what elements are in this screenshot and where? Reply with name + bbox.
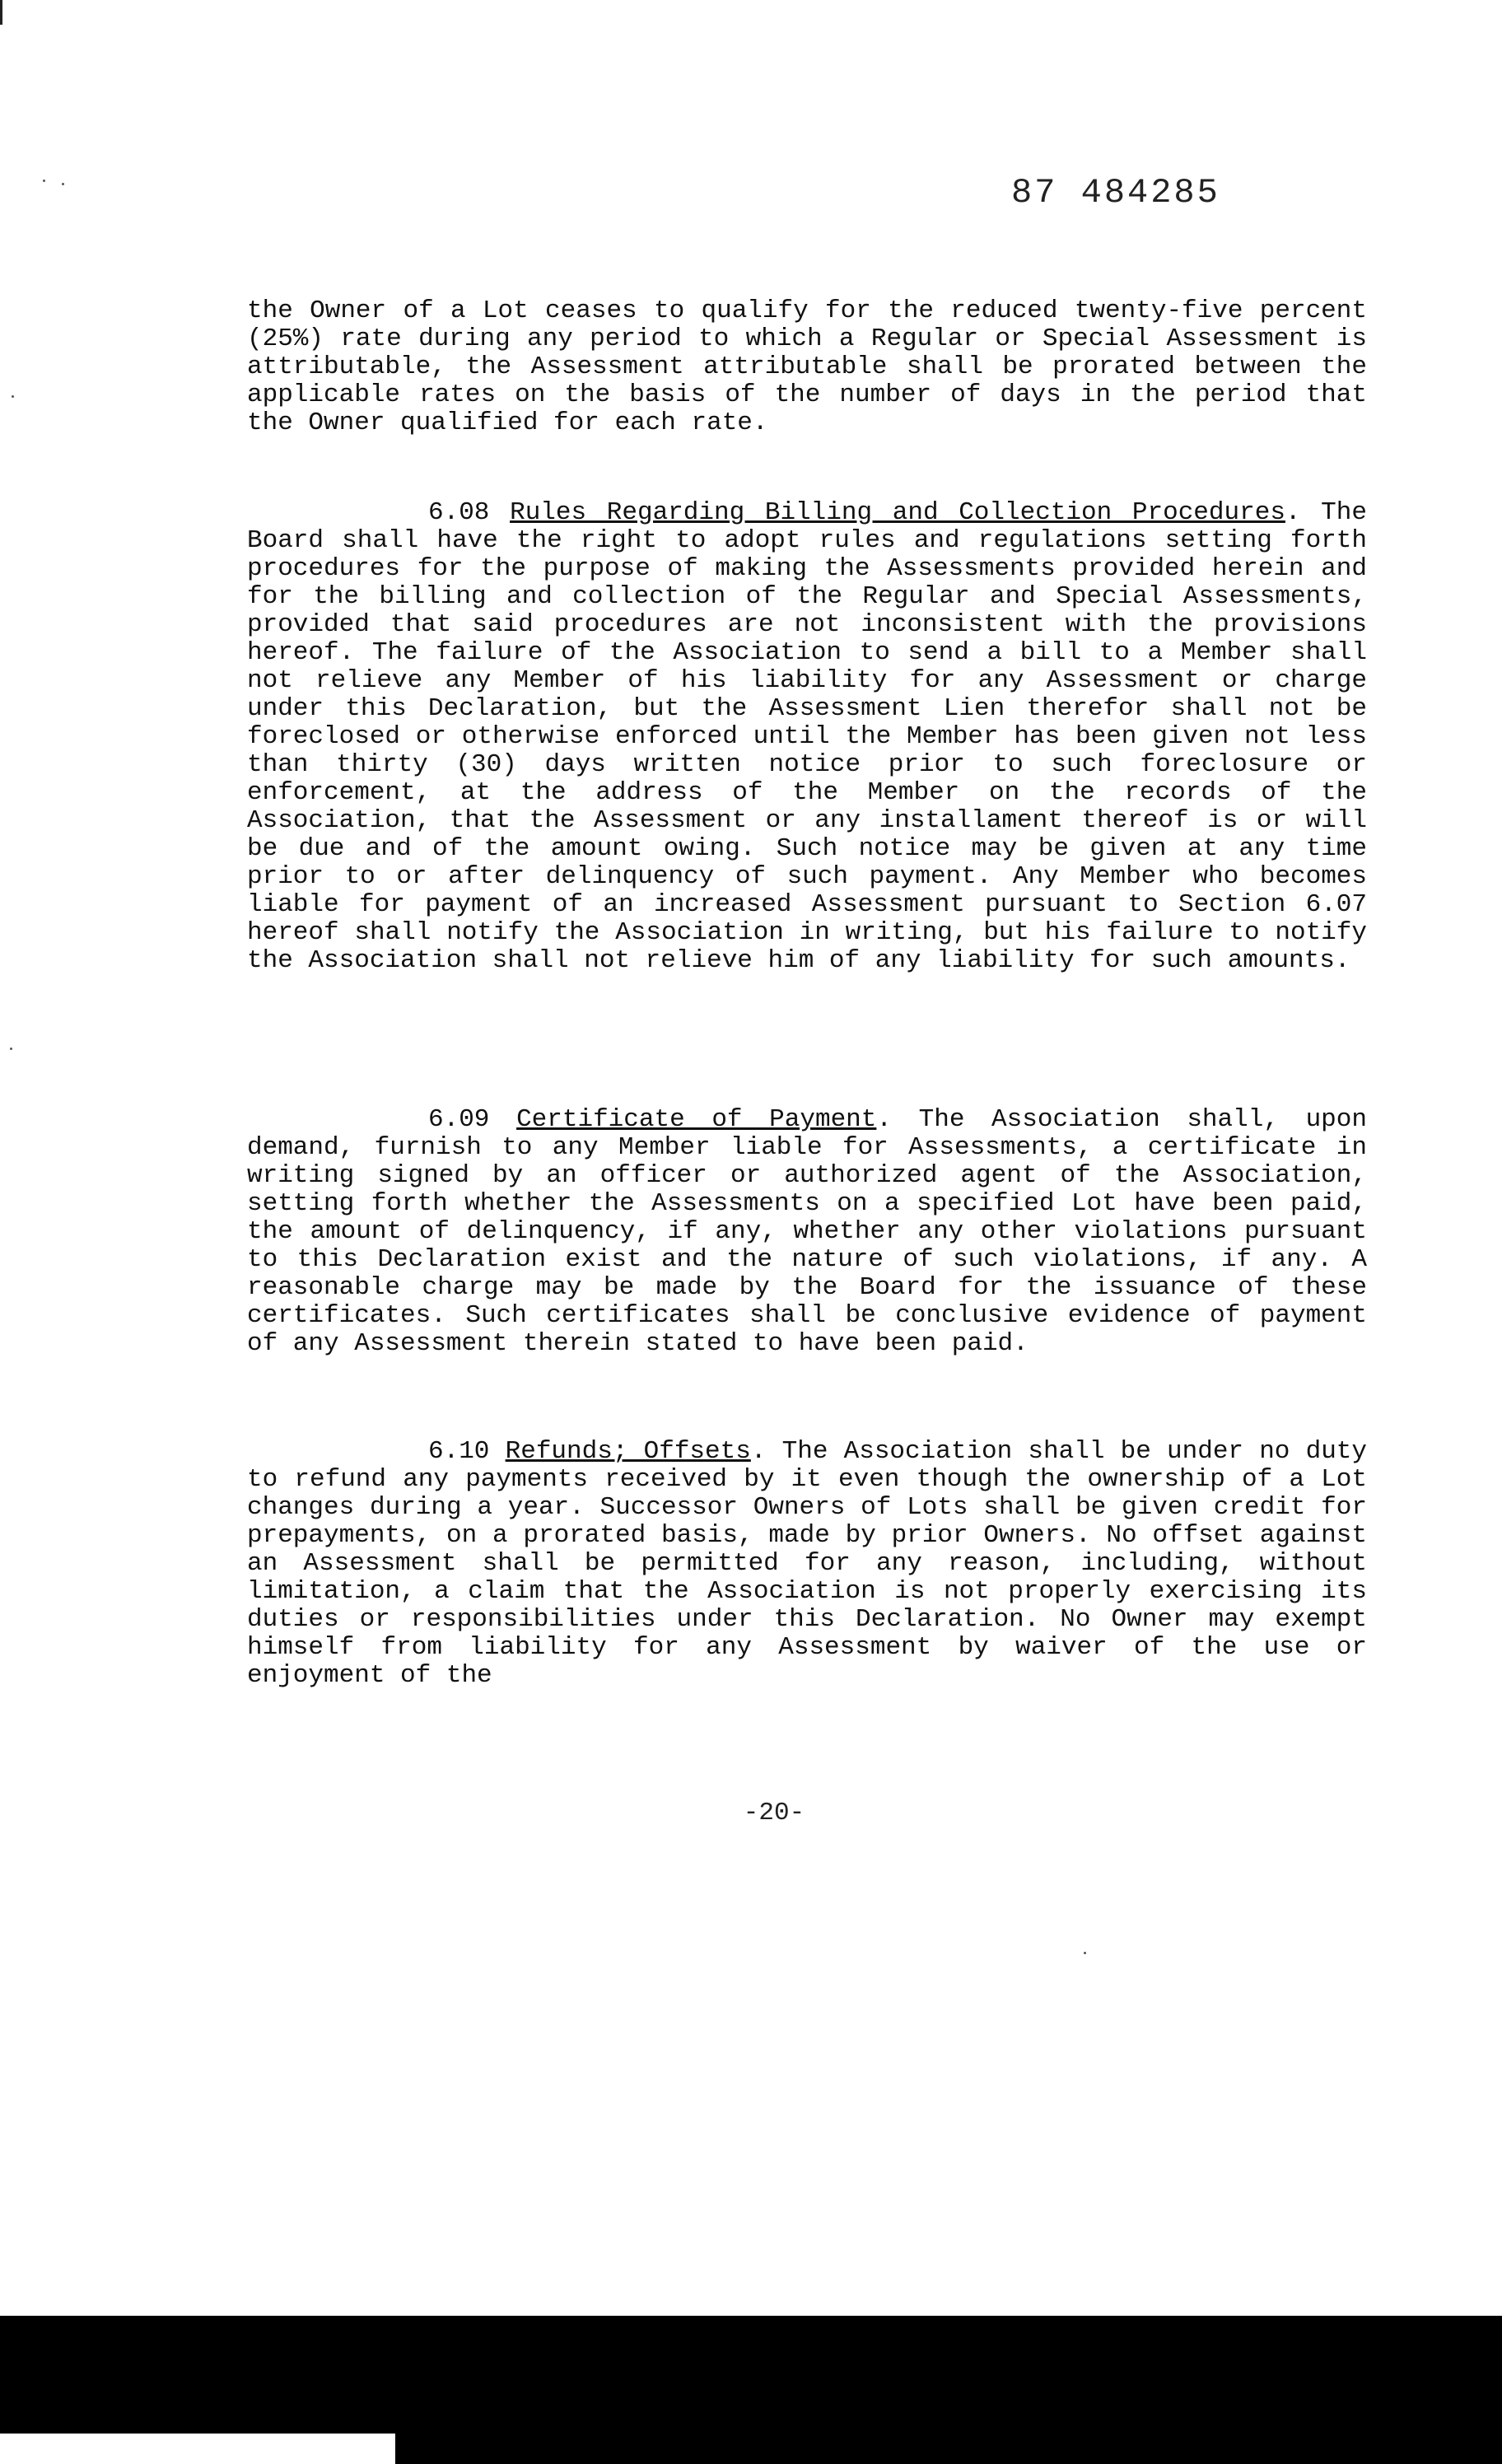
- section-heading: Certificate of Payment: [516, 1105, 877, 1134]
- document-number: 87 484285: [1011, 173, 1220, 212]
- section-heading: Refunds; Offsets: [505, 1437, 751, 1466]
- section-6-08: [247, 499, 1367, 975]
- scan-speck: [62, 183, 64, 185]
- section-6-09: [247, 1106, 1367, 1358]
- section-body: . The Association shall, upon demand, furnish to any Member liable for Assessments, a certificate in writing signed by an officer or authorized agent of the Association, setting forth whether the Assessments on a specified Lot have been paid, the amount of delinquency, if any, whether any other violations pursuant to this Declaration exist and the nature of such violations, if any. A reasonable charge may be made by the Board for the issuance of these certificates. Such certificates shall be conclusive evidence of payment of any Assessment therein stated to have been paid.: [247, 1105, 1367, 1358]
- section-number: 6.09: [428, 1105, 490, 1134]
- scan-speck: [43, 180, 45, 182]
- scan-edge-mark: [0, 0, 2, 25]
- section-body: . The Association shall be under no duty to refund any payments received by it even though the ownership of a Lot changes during a year. Successor Owners of Lots shall be given credit for prepayments, on a prorated basis, made by prior Owners. No offset against an Assessment shall be permitted for any reason, including, without limitation, a claim that the Association is not properly exercising its duties or responsibilities under this Declaration. No Owner may exempt himself from liability for any Assessment by waiver of the use or enjoyment of the: [247, 1437, 1367, 1690]
- section-number: 6.08: [428, 498, 490, 527]
- scan-speck: [1084, 1952, 1086, 1954]
- paragraph-continuation: the Owner of a Lot ceases to qualify for the reduced twenty-five percent (25%) rate during any period to which a Regular or Special Assessment is attributable, the Assessment attributable shall be prorated between the applicable rates on the basis of the number of days in the period that the Owner qualified for each rate.: [247, 296, 1367, 437]
- section-heading: Rules Regarding Billing and Collection Procedures: [510, 498, 1285, 527]
- section-number: 6.10: [428, 1437, 490, 1466]
- scan-bottom-corner: [0, 2434, 395, 2464]
- scan-speck: [10, 1048, 12, 1050]
- page-number: -20-: [743, 1799, 805, 1827]
- section-body: . The Board shall have the right to adopt rules and regulations setting forth procedures for the purpose of making the Assessments provided herein and for the billing and collection of the Regular and Special Assessments, provided that said procedures are not inconsistent with the provisions hereof. The failure of the Association to send a bill to a Member shall not relieve any Member of his liability for any Assessment or charge under this Declaration, but the Assessment Lien therefor shall not be foreclosed or otherwise enforced until the Member has been given not less than thirty (30) days written notice prior to such foreclosure or enforcement, at the address of the Member on the records of the Association, that the Assessment or any installament thereof is or will be due and of the amount owing. Such notice may be given at any time prior to or after delinquency of such payment. Any Member who becomes liable for payment of an increased Assessment pursuant to Section 6.07 hereof shall notify the Association in writing, but his failure to notify the Association shall not relieve him of any liability for such amounts.: [247, 498, 1367, 975]
- section-6-10: [247, 1438, 1367, 1690]
- scan-speck: [12, 395, 14, 398]
